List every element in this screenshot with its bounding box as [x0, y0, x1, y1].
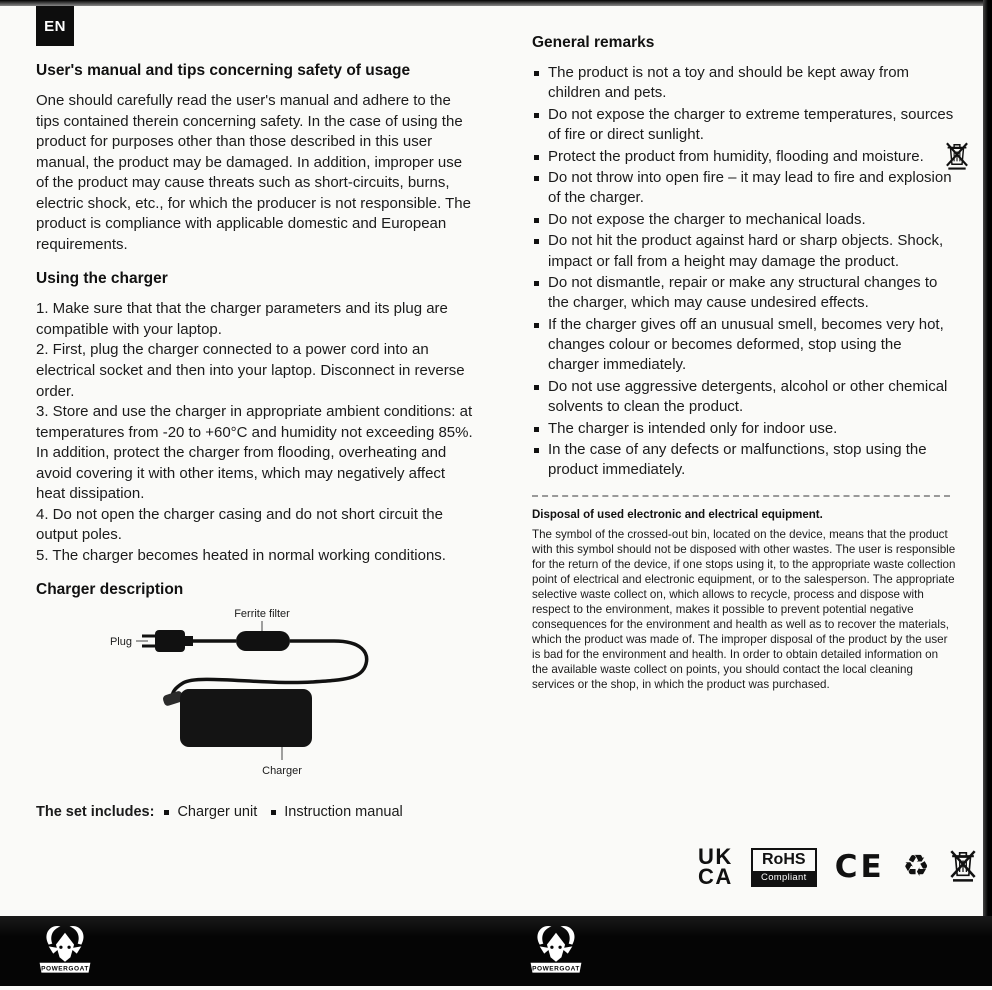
set-item-instruction-manual [271, 804, 402, 820]
square-bullet-icon [534, 239, 539, 244]
step-4: 4. Do not open the charger casing and do not short circuit the output poles. [36, 505, 443, 544]
set-item-charger-unit [164, 804, 257, 820]
square-bullet-icon [534, 281, 539, 286]
left-column [36, 62, 474, 820]
set-includes-row [36, 804, 474, 820]
weee-bin-icon [948, 846, 978, 888]
manual-title: User's manual and tips concerning safety of usage [36, 62, 411, 79]
svg-text:POWERGOAT: POWERGOAT [532, 965, 580, 973]
charger-label: Charger [262, 765, 302, 778]
remark-item: Do not expose the charger to mechanical loads. [532, 210, 956, 230]
remark-item: Do not throw into open fire – it may lead to fire and explosion of the charger. [532, 168, 956, 209]
step-2: 2. First, plug the charger connected to a power cord into an electrical socket and then into your laptop. Disconnect in reverse order. [36, 341, 465, 400]
square-bullet-icon [534, 427, 539, 432]
general-remarks-heading: General remarks [532, 34, 655, 51]
set-item-label: Charger unit [177, 804, 258, 821]
powergoat-logo [36, 921, 94, 979]
remark-item: The charger is intended only for indoor use. [532, 419, 956, 439]
square-bullet-icon [534, 385, 539, 390]
square-bullet-icon [534, 176, 539, 181]
remark-item: In the case of any defects or malfunctions, stop using the product immediately. [532, 440, 956, 481]
set-item-label: Instruction manual [284, 804, 403, 821]
square-bullet-icon [534, 218, 539, 223]
step-1: 1. Make sure that that the charger parameters and its plug are compatible with your laptop. [36, 300, 448, 338]
step-5: 5. The charger becomes heated in normal working conditions. [36, 546, 446, 564]
square-bullet-icon [534, 155, 539, 160]
square-bullet-icon [534, 323, 539, 328]
remark-item: Do not expose the charger to extreme temperatures, sources of fire or direct sunlight. [532, 105, 956, 146]
square-bullet-icon [534, 448, 539, 453]
remark-item: If the charger gives off an unusual smell, becomes very hot, changes colour or becomes deformed, stop using the charger immediately. [532, 315, 956, 376]
top-scan-edge [0, 0, 992, 6]
compliance-marks [698, 843, 978, 889]
plug-label: Plug [109, 636, 132, 649]
language-badge: EN [36, 6, 74, 46]
remark-item: Do not use aggressive detergents, alcohol or other chemical solvents to clean the product. [532, 377, 956, 418]
charger-diagram [36, 603, 474, 789]
disposal-heading: Disposal of used electronic and electrical equipment. [532, 508, 823, 521]
using-charger-heading: Using the charger [36, 270, 168, 288]
ce-mark: CE [834, 849, 885, 885]
rohs-mark: RoHS Compliant [751, 848, 817, 887]
right-scan-edge [983, 0, 992, 918]
ferrite-filter-icon [236, 631, 290, 651]
powergoat-logo [527, 921, 585, 979]
step-3: 3. Store and use the charger in appropriate ambient conditions: at temperatures from -20 to +60°C and humidity not exceeding 85%. In addition, protect the charger from flooding, overheating and avoid covering it with other items, which may negatively affect heat dissipation. [36, 403, 473, 503]
right-column [532, 34, 956, 693]
recycle-icon: ♻ [902, 849, 930, 884]
weee-bin-icon [944, 138, 970, 176]
remark-item: The product is not a toy and should be kept away from children and pets. [532, 63, 956, 104]
remark-item: Protect the product from humidity, flooding and moisture. [532, 147, 956, 167]
svg-text:POWERGOAT: POWERGOAT [41, 965, 89, 973]
square-bullet-icon [271, 810, 276, 815]
remark-item: Do not hit the product against hard or sharp objects. Shock, impact or fall from a height may damage the product. [532, 231, 956, 272]
footer-band [0, 916, 992, 986]
charger-description-heading: Charger description [36, 581, 184, 599]
ferrite-filter-label: Ferrite filter [234, 608, 290, 621]
remark-item: Do not dismantle, repair or make any structural changes to the charger, which may cause undesired effects. [532, 273, 956, 314]
charger-brick-icon [180, 689, 312, 747]
plug-icon [142, 630, 193, 652]
square-bullet-icon [164, 810, 169, 815]
square-bullet-icon [534, 71, 539, 76]
square-bullet-icon [534, 113, 539, 118]
set-includes-label: The set includes: [36, 804, 155, 821]
intro-paragraph: One should carefully read the user's manual and adhere to the tips contained therein concerning safety. In the case of using the product for purposes other than those described in this user manual, the product may be damaged. In addition, improper use of the product may cause threats such as short-circuits, burns, electric shock, etc., for which the producer is not responsible. The product is compliance with applicable domestic and European requirements. [36, 92, 471, 253]
dashed-divider [532, 495, 950, 497]
ukca-mark: UK CA [698, 843, 733, 889]
disposal-paragraph: The symbol of the crossed-out bin, located on the device, means that the product with this symbol should not be disposed with other wastes. The user is responsible for the return of the device, if one stops using it, to the appropriate waste collection point of electrical and electronic equipment, or to the salesperson. The appropriate selective waste collect on, which allows to recycle, process and dispose with respect to the environment, makes it possible to prevent potential negative consequences for the environment and health as well as to recover the materials, which the product was made of. The improper disposal of the product by the user is bad for the environment and health. In order to obtain detailed information on the available waste collect on points, you should contact the local cleaning services or the shop, in which the product was purchased. [532, 527, 956, 692]
